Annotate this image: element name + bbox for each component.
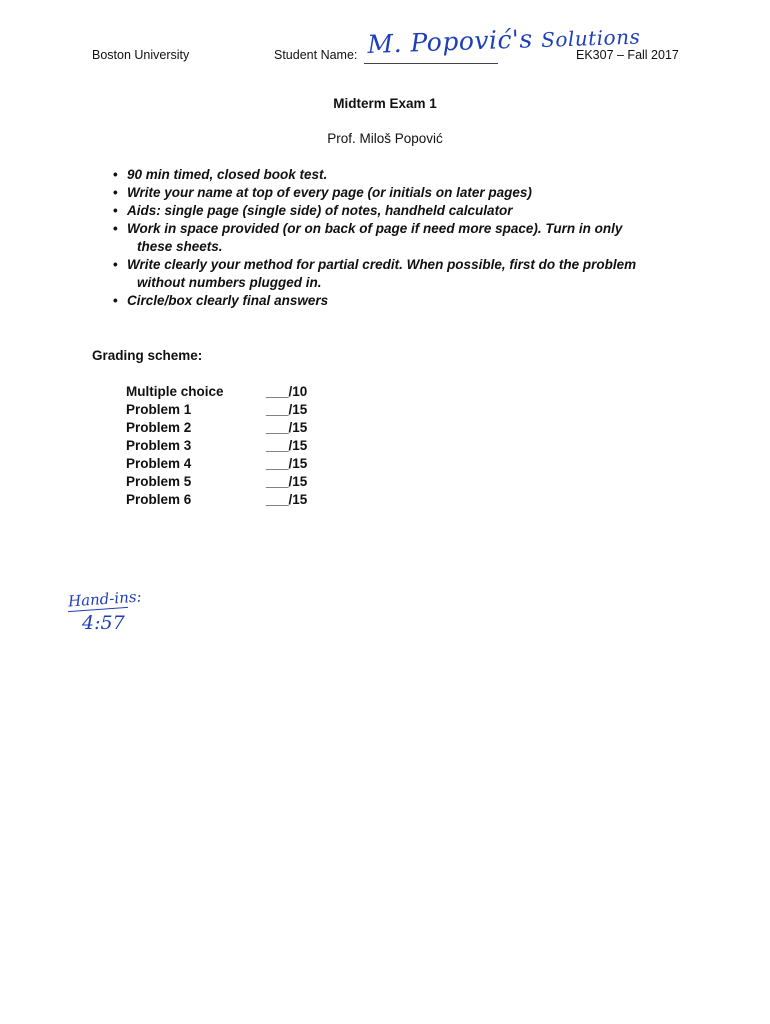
grade-row — [126, 455, 307, 473]
rule-text: Write your name at top of every page (or initials on later pages) — [127, 185, 532, 200]
rule-text: Write clearly your method for partial credit. When possible, first do the problem — [127, 257, 637, 272]
grade-row — [126, 473, 307, 491]
grade-label: Problem 4 — [126, 456, 192, 471]
handwritten-handin-note — [67, 587, 143, 634]
bullet-icon: • — [113, 203, 118, 218]
grade-label: Problem 5 — [126, 474, 192, 489]
student-name-label: Student Name: — [274, 48, 358, 62]
rule-item — [113, 202, 713, 220]
rule-text-continued: without numbers plugged in. — [137, 275, 322, 290]
bullet-icon: • — [113, 293, 118, 308]
handwritten-note-time: 4:57 — [82, 612, 125, 634]
handwritten-note-label: Hand-ins: — [67, 587, 143, 611]
grade-label: Problem 6 — [126, 492, 192, 507]
rule-item — [113, 292, 713, 310]
handwritten-name-tail: Solutions — [540, 24, 641, 52]
rule-text: Work in space provided (or on back of page if need more space). Turn in only — [127, 221, 623, 236]
grade-label: Problem 1 — [126, 402, 192, 417]
grade-score: ___/15 — [266, 456, 308, 471]
exam-rules-list — [113, 166, 713, 310]
grade-label: Problem 2 — [126, 420, 192, 435]
grade-row — [126, 491, 307, 509]
rule-text: 90 min timed, closed book test. — [127, 167, 328, 182]
grade-label: Multiple choice — [126, 384, 224, 399]
grade-label: Problem 3 — [126, 438, 192, 453]
exam-title: Midterm Exam 1 — [333, 96, 437, 111]
bullet-icon: • — [113, 167, 118, 182]
rule-text-continued: these sheets. — [137, 239, 223, 254]
grading-table — [126, 383, 307, 509]
grade-score: ___/15 — [266, 438, 308, 453]
grade-row — [126, 437, 307, 455]
grade-score: ___/15 — [266, 420, 308, 435]
bullet-icon: • — [113, 257, 118, 272]
grade-row — [126, 401, 307, 419]
institution-name: Boston University — [92, 48, 190, 62]
rule-item — [113, 184, 713, 202]
grade-row — [126, 419, 307, 437]
professor-name: Prof. Miloš Popović — [327, 131, 443, 146]
student-name-line — [364, 63, 498, 64]
rule-item — [113, 166, 713, 184]
course-label: EK307 – Fall 2017 — [576, 48, 679, 62]
bullet-icon: • — [113, 221, 118, 236]
bullet-icon: • — [113, 185, 118, 200]
grade-score: ___/15 — [266, 402, 308, 417]
page-header — [0, 0, 770, 80]
rule-text: Aids: single page (single side) of notes, handheld calculator — [127, 203, 513, 218]
grade-score: ___/15 — [266, 492, 308, 507]
rule-item — [113, 220, 713, 256]
grade-score: ___/15 — [266, 474, 308, 489]
handwritten-name-main: M. Popović's — [366, 24, 534, 60]
rule-item — [113, 256, 713, 292]
grade-row — [126, 383, 307, 401]
rule-text: Circle/box clearly final answers — [127, 293, 329, 308]
grade-score: ___/10 — [266, 384, 308, 399]
grading-scheme-title: Grading scheme: — [92, 348, 203, 363]
